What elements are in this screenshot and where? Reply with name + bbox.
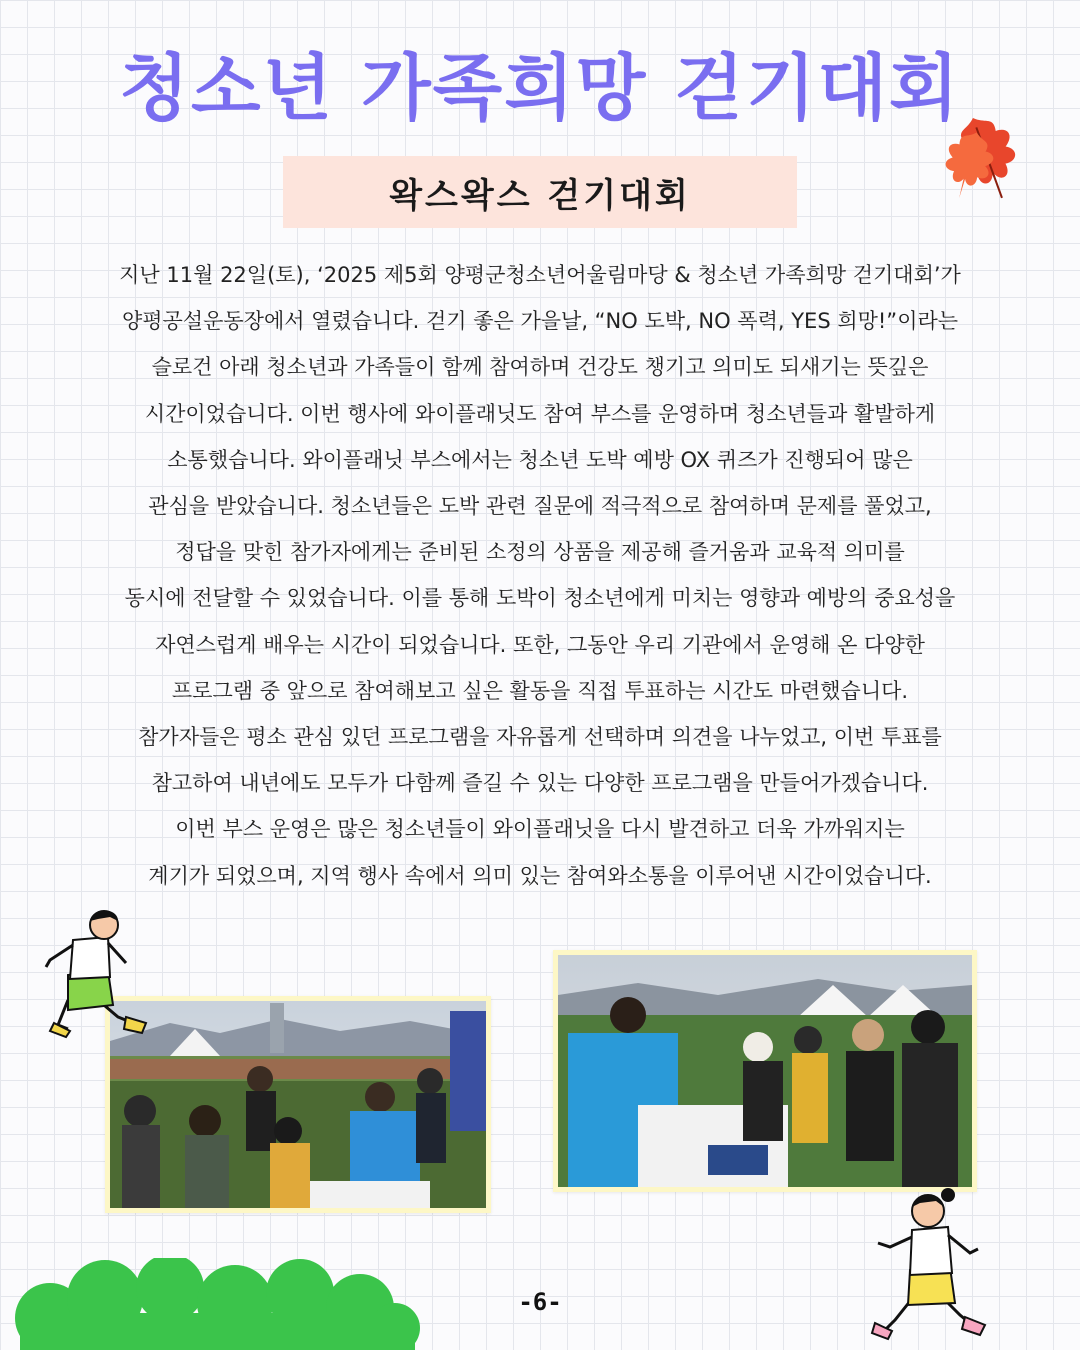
- body-line: 프로그램 중 앞으로 참여해보고 싶은 활동을 직접 투표하는 시간도 마련했습니다.: [171, 678, 909, 703]
- running-girl-illustration: [870, 1185, 995, 1345]
- article-body: [30, 252, 1050, 899]
- subtitle: 왁스왁스 걷기대회: [389, 175, 691, 216]
- body-line: 이번 부스 운영은 많은 청소년들이 와이플래닛을 다시 발견하고 더욱 가까워지는: [175, 817, 905, 842]
- body-line: 소통했습니다. 와이플래닛 부스에서는 청소년 도박 예방 OX 퀴즈가 진행되어 많은: [167, 447, 913, 472]
- green-bush-illustration: [10, 1258, 420, 1350]
- body-line: 슬로건 아래 청소년과 가족들이 함께 참여하며 건강도 챙기고 의미도 되새기는 뜻깊은: [151, 355, 929, 380]
- body-line: 시간이었습니다. 이번 행사에 와이플래닛도 참여 부스를 운영하며 청소년들과 활발하게: [144, 401, 936, 426]
- page-number: -6-: [518, 1288, 562, 1316]
- body-line: 지난 11월 22일(토), ‘2025 제5회 양평군청소년어울림마당 & 청소년 가족희망 걷기대회’가: [119, 263, 961, 287]
- running-boy-illustration: [38, 905, 158, 1045]
- body-line: 관심을 받았습니다. 청소년들은 도박 관련 질문에 적극적으로 참여하며 문제를 풀었고,: [148, 494, 932, 519]
- body-line: 자연스럽게 배우는 시간이 되었습니다. 또한, 그동안 우리 기관에서 운영해 온 다양한: [155, 632, 925, 657]
- body-line: 양평공설운동장에서 열렸습니다. 걷기 좋은 가을날, “NO 도박, NO 폭력, YES 희망!”이라는: [121, 309, 959, 334]
- booth-photo-left: [105, 996, 491, 1213]
- autumn-leaf-icon: [945, 105, 1035, 220]
- subtitle-banner: [283, 156, 797, 228]
- body-line: 동시에 전달할 수 있었습니다. 이를 통해 도박이 청소년에게 미치는 영향과 예방의 중요성을: [124, 586, 956, 611]
- booth-photo-right: [553, 950, 977, 1192]
- page-title: 청소년 가족희망 걷기대회: [119, 46, 961, 130]
- body-line: 계기가 되었으며, 지역 행사 속에서 의미 있는 참여와소통을 이루어낸 시간이었습니다.: [148, 863, 932, 888]
- body-line: 참고하여 내년에도 모두가 다함께 즐길 수 있는 다양한 프로그램을 만들어가겠습니다.: [151, 771, 929, 796]
- body-line: 참가자들은 평소 관심 있던 프로그램을 자유롭게 선택하며 의견을 나누었고, 이번 투표를: [138, 725, 942, 750]
- body-line: 정답을 맞힌 참가자에게는 준비된 소정의 상품을 제공해 즐거움과 교육적 의미를: [175, 540, 905, 565]
